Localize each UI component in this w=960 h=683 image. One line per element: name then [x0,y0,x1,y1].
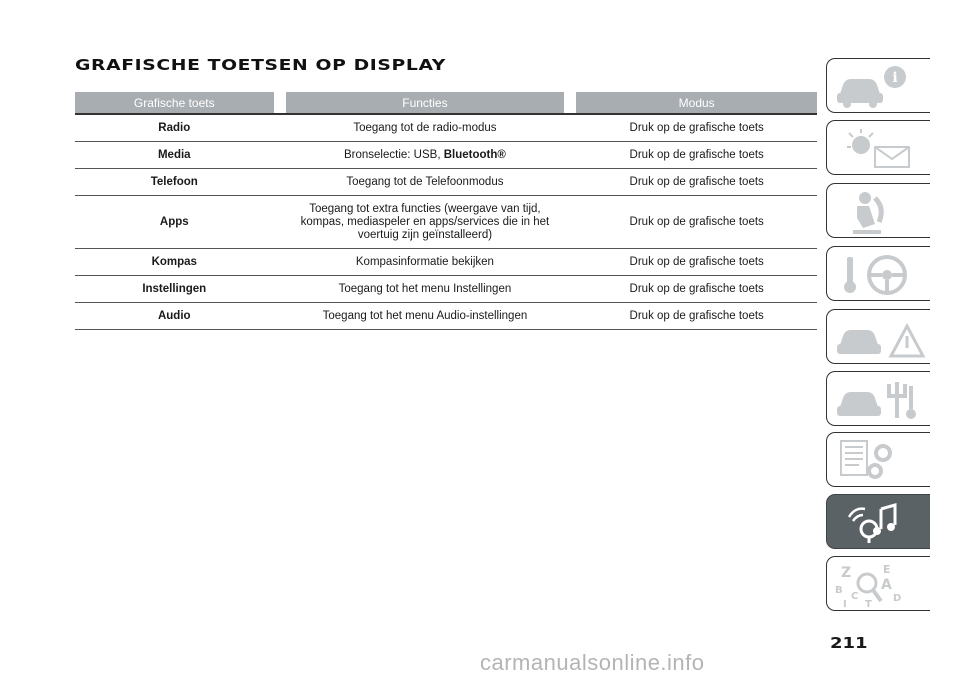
column-header-key: Grafische toets [75,92,274,114]
multimedia-music-icon [835,499,925,545]
row-mode: Druk op de grafische toets [576,169,817,196]
index-letter: A [881,577,892,593]
row-key: Media [75,142,274,169]
tab-maintenance[interactable] [826,371,930,426]
row-function-line: kompas, mediaspeler en apps/services die in het [300,215,550,228]
column-header-mode: Modus [576,92,817,114]
index-letter: C [851,591,859,602]
index-letter: D [893,593,902,604]
row-function [286,196,565,249]
table-row [75,114,817,142]
row-key: Apps [75,196,274,249]
tab-multimedia[interactable] [826,494,930,549]
row-key: Telefoon [75,169,274,196]
header-gap [274,92,286,114]
index-letter: E [883,563,891,576]
index-letter: Z [841,565,852,581]
row-function [286,142,565,169]
row-function: Kompasinformatie bekijken [286,249,565,276]
row-gap [274,114,286,142]
car-service-wrench-icon [835,376,925,422]
tab-starting-driving[interactable] [826,246,930,301]
car-accident-warning-icon [835,314,925,360]
tab-emergency[interactable] [826,309,930,364]
row-key: Kompas [75,249,274,276]
row-gap [564,276,576,303]
index-letter: T [865,599,872,607]
row-function: Toegang tot het menu Audio-instellingen [286,303,565,330]
table-row [75,169,817,196]
row-gap [564,142,576,169]
row-mode: Druk op de grafische toets [576,249,817,276]
row-mode: Druk op de grafische toets [576,196,817,249]
row-key: Instellingen [75,276,274,303]
row-function: Toegang tot het menu Instellingen [286,276,565,303]
page-title: GRAFISCHE TOETSEN OP DISPLAY [75,56,447,74]
warning-light-message-icon [835,125,925,171]
bluetooth-label: Bluetooth® [443,148,506,161]
row-gap [274,276,286,303]
row-function: Toegang tot de radio-modus [286,114,565,142]
car-info-icon [835,63,925,109]
seat-airbag-icon [835,188,925,234]
table-row [75,196,817,249]
tab-alphabetical-index[interactable] [826,556,930,611]
column-header-function: Functies [286,92,565,114]
table-row [75,303,817,330]
index-letter: B [835,585,843,596]
row-mode: Druk op de grafische toets [576,114,817,142]
graphic-keys-table [75,92,817,330]
row-function-line: voertuig zijn geïnstalleerd) [357,228,493,241]
row-gap [274,249,286,276]
row-gap [274,303,286,330]
svg-text:i: i [892,70,898,86]
index-letter: I [843,599,847,607]
tab-specifications[interactable] [826,432,930,487]
row-gap [564,114,576,142]
key-steering-wheel-icon [835,251,925,297]
row-gap [564,249,576,276]
table-row [75,276,817,303]
row-function-text: Bronselectie: USB, [344,148,444,161]
row-function-line: Toegang tot extra functies (weergave van tijd, [309,202,541,215]
row-gap [274,169,286,196]
table-row [75,142,817,169]
row-gap [274,196,286,249]
tab-warning-lights[interactable] [826,120,930,175]
watermark: carmanualsonline.info [480,650,705,675]
header-gap [564,92,576,114]
row-mode: Druk op de grafische toets [576,142,817,169]
chapter-tabs [826,0,960,683]
table-header-row [75,92,817,114]
row-gap [274,142,286,169]
alphabetical-index-search-icon [835,561,925,607]
page-number: 211 [830,634,868,652]
row-key: Audio [75,303,274,330]
row-key: Radio [75,114,274,142]
table-row [75,249,817,276]
tab-safety[interactable] [826,183,930,238]
row-function: Toegang tot de Telefoonmodus [286,169,565,196]
row-gap [564,303,576,330]
specifications-gear-icon [835,437,925,483]
row-gap [564,196,576,249]
row-gap [564,169,576,196]
row-mode: Druk op de grafische toets [576,303,817,330]
tab-car-info[interactable] [826,58,930,113]
row-mode: Druk op de grafische toets [576,276,817,303]
